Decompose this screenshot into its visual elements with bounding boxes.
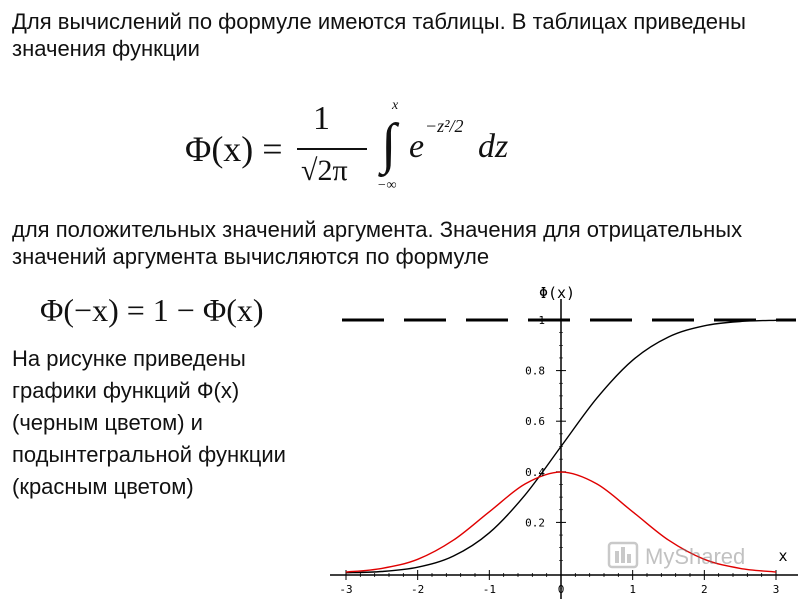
y-tick-label: 0.6 — [525, 415, 545, 429]
formula-upper-limit: x — [392, 98, 399, 113]
integral-sign: ∫ — [381, 113, 397, 175]
middle-text: для положительных значений аргумента. Значения для отрицательных значений аргумента вычисляются по формуле — [12, 217, 743, 269]
formula-neg-text: Φ(−x) = 1 − Φ(x) — [40, 292, 264, 328]
x-tick-label: 3 — [772, 583, 780, 596]
y-tick-label: 0.2 — [525, 516, 545, 530]
formula-denominator: √2π — [301, 154, 348, 187]
formula-integrand: e — [409, 128, 425, 165]
intro-text: Для вычислений по формуле имеются таблицы. В таблицах приведены значения функции — [12, 9, 746, 61]
myshared-watermark — [607, 537, 797, 573]
formula-exponent: −z²/2 — [425, 116, 464, 136]
x-tick-label: 2 — [701, 583, 708, 596]
y-tick-label: 0.4 — [525, 465, 545, 479]
x-tick-label: 1 — [629, 583, 636, 596]
y-axis-title: Φ(x) — [538, 284, 576, 302]
x-tick-label: -3 — [339, 583, 353, 596]
x-tick-label: -2 — [411, 583, 425, 596]
y-tick-label: 1 — [538, 314, 545, 327]
x-tick-label: -1 — [482, 583, 496, 596]
fraction-bar — [297, 148, 367, 150]
formula-numerator: 1 — [313, 100, 330, 137]
phi-integral-formula — [185, 98, 525, 198]
formula-differential: dz — [478, 128, 509, 165]
y-tick-label: 0.8 — [525, 364, 545, 378]
x-axis-title: x — [778, 547, 788, 565]
formula-lhs: Φ(x) = — [185, 129, 283, 169]
watermark-text: MyShared — [645, 544, 746, 569]
phi-negative-formula — [40, 290, 270, 334]
x-tick-label: 0 — [557, 583, 565, 596]
formula-lower-limit: −∞ — [377, 178, 397, 193]
caption-text: На рисунке приведены графики функций Ф(x) (черным цветом) и подынтегральной функции (красным цветом) — [12, 346, 286, 499]
